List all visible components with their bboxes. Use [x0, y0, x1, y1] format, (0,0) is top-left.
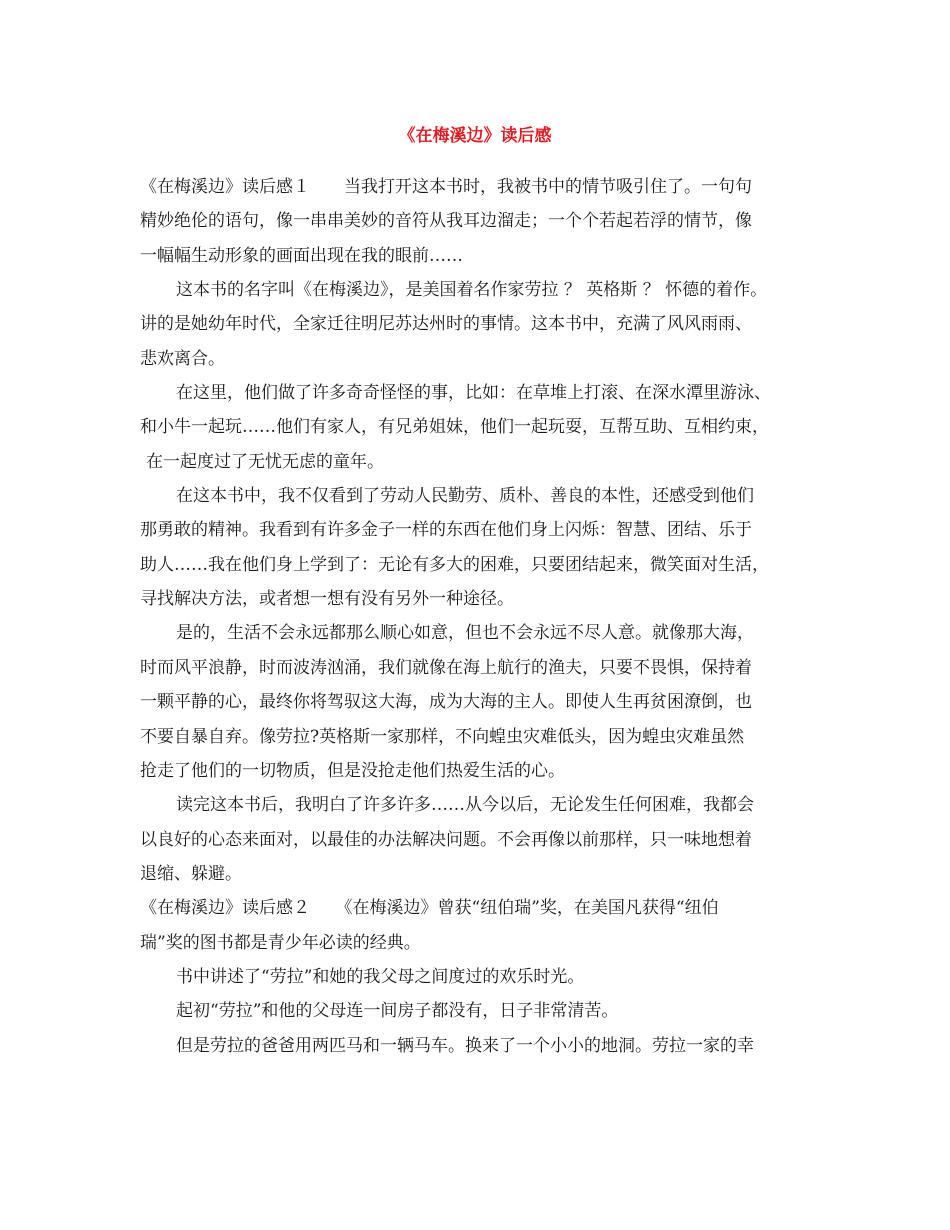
- text-line: 精妙绝伦的语句，像一串串美妙的音符从我耳边溜走；一个个若起若浮的情节，像: [140, 211, 752, 232]
- text-line: 一颗平静的心，最终你将驾驭这大海，成为大海的主人。即使人生再贫困潦倒，也: [140, 692, 752, 713]
- text-line: 讲的是她幼年时代，全家迁往明尼苏达州时的事情。这本书中，充满了风风雨雨、: [140, 314, 752, 335]
- text-line: 时而风平浪静，时而波涛汹涌，我们就像在海上航行的渔夫，只要不畏惧，保持着: [140, 657, 752, 678]
- document-body: [140, 170, 820, 1063]
- text-line: 瑞”奖的图书都是青少年必读的经典。: [140, 932, 421, 953]
- text-line: 寻找解决方法，或者想一想有没有另外一种途径。: [140, 589, 514, 610]
- text-line: 助人……我在他们身上学到了：无论有多大的困难，只要团结起来，微笑面对生活，: [140, 554, 769, 575]
- text-line: 那勇敢的精神。我看到有许多金子一样的东西在他们身上闪烁：智慧、团结、乐于: [140, 520, 752, 541]
- text-line: 《在梅溪边》读后感２ 《在梅溪边》曾获“纽伯瑞”奖，在美国凡获得“纽伯: [140, 898, 719, 919]
- text-line: 不要自暴自弃。像劳拉?英格斯一家那样，不向蝗虫灾难低头，因为蝗虫灾难虽然: [140, 726, 745, 747]
- text-line: 是的，生活不会永远都那么顺心如意，但也不会永远不尽人意。就像那大海，: [176, 623, 754, 644]
- text-line: 和小牛一起玩……他们有家人，有兄弟姐妹，他们一起玩耍，互帮互助、互相约束，: [140, 417, 769, 438]
- text-line: 但是劳拉的爸爸用两匹马和一辆马车。换来了一个小小的地洞。劳拉一家的幸: [176, 1035, 754, 1056]
- text-line: 《在梅溪边》读后感１ 当我打开这本书时，我被书中的情节吸引住了。一句句: [140, 177, 752, 197]
- text-line: 起初“劳拉”和他的父母连一间房子都没有，日子非常清苦。: [176, 1001, 619, 1022]
- text-line: 书中讲述了“劳拉”和她的我父母之间度过的欢乐时光。: [176, 966, 585, 987]
- text-line: 这本书的名字叫《在梅溪边》，是美国着名作家劳拉 ？ 英格斯 ？ 怀德的着作。: [176, 280, 768, 301]
- text-line: 在一起度过了无忧无虑的童年。: [146, 451, 384, 472]
- text-line: 退缩、躲避。: [140, 863, 242, 884]
- text-line: 以良好的心态来面对，以最佳的办法解决问题。不会再像以前那样，只一味地想着: [140, 829, 752, 850]
- text-line: 悲欢离合。: [140, 348, 225, 369]
- text-line: 抢走了他们的一切物质，但是没抢走他们热爱生活的心。: [140, 760, 565, 781]
- text-line: 在这本书中，我不仅看到了劳动人民勤劳、质朴、善良的本性，还感受到他们: [176, 486, 754, 507]
- text-line: 一幅幅生动形象的画面出现在我的眼前……: [140, 245, 463, 266]
- text-line: 读完这本书后，我明白了许多许多……从今以后，无论发生任何困难，我都会: [176, 795, 754, 816]
- text-line: 在这里，他们做了许多奇奇怪怪的事，比如：在草堆上打滚、在深水潭里游泳、: [176, 383, 771, 404]
- document-title: 《在梅溪边》读后感: [398, 126, 552, 146]
